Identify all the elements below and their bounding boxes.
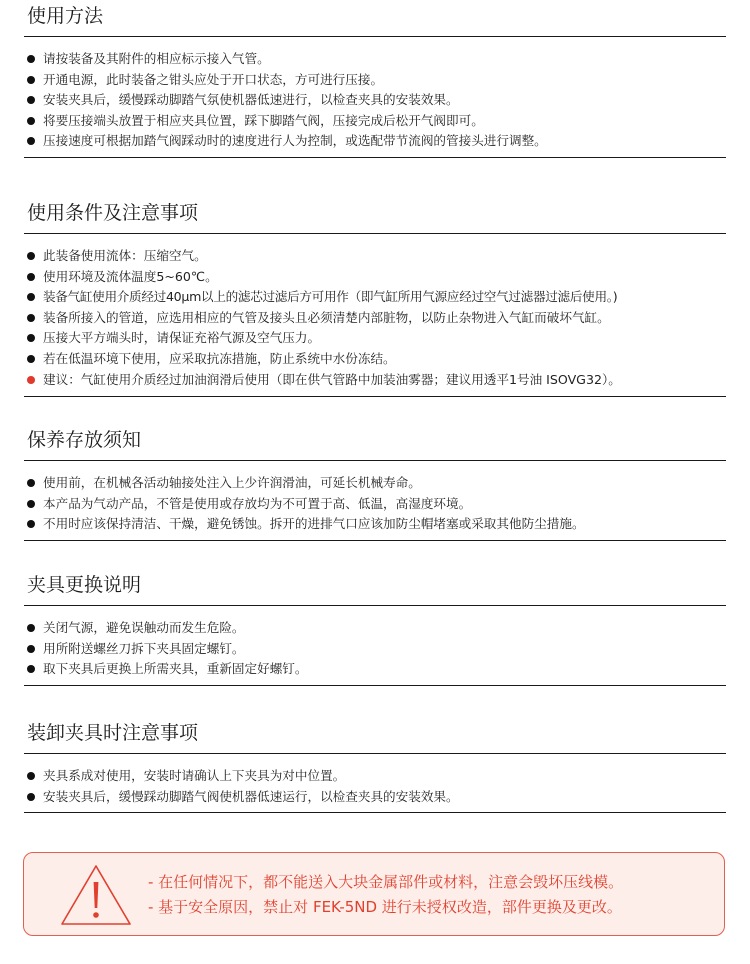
item-text: 安装夹具后，缓慢踩动脚踏气氛使机器低速进行，以检查夹具的安装效果。: [43, 92, 459, 108]
bullet-icon: [27, 273, 35, 281]
bullet-icon: [27, 314, 35, 322]
list-item: [24, 287, 726, 308]
item-list: [24, 246, 726, 390]
section-divider: [24, 540, 726, 541]
item-text: 取下夹具后更换上所需夹具，重新固定好螺钉。: [43, 661, 308, 677]
item-list: [24, 766, 726, 807]
item-list: [24, 49, 726, 152]
list-item: [24, 766, 726, 787]
bullet-icon: [27, 376, 35, 384]
bullet-icon: [27, 334, 35, 342]
section-divider: [24, 812, 726, 813]
bullet-icon: [27, 137, 35, 145]
bullet-icon: [27, 117, 35, 125]
bullet-icon: [27, 479, 35, 487]
item-text: 本产品为气动产品，不管是使用或存放均为不可置于高、低温，高湿度环境。: [43, 495, 472, 511]
list-item: [24, 787, 726, 808]
list-item: [24, 308, 726, 329]
bullet-icon: [27, 55, 35, 63]
list-item: [24, 70, 726, 91]
section-divider: [24, 36, 726, 37]
section-divider: [24, 233, 726, 234]
item-text: 不用时应该保持清洁、干燥，避免锈蚀。拆开的进排气口应该加防尘帽堵塞或采取其他防尘措施。: [43, 516, 585, 532]
list-item: [24, 659, 726, 680]
section-divider: [24, 396, 726, 397]
list-item: [24, 131, 726, 152]
item-text: 建议：气缸使用介质经过加油润滑后使用（即在供气管路中加装油雾器；建议用透平1号油 ISOVG32）。: [43, 371, 621, 387]
bullet-icon: [27, 772, 35, 780]
item-list: [24, 473, 726, 535]
section-divider: [24, 753, 726, 754]
bullet-icon: [27, 500, 35, 508]
item-text: 请按装备及其附件的相应标示接入气管。: [43, 51, 270, 66]
bullet-icon: [27, 645, 35, 653]
list-item: [24, 639, 726, 660]
list-item: [24, 111, 726, 132]
section-divider: [24, 605, 726, 606]
item-text: 此装备使用流体：压缩空气。: [43, 248, 207, 263]
section-title: 装卸夹具时注意事项: [27, 722, 199, 744]
item-text: 关闭气源，避免误触动而发生危险。: [43, 620, 245, 635]
section-title: 夹具更换说明: [27, 574, 142, 596]
item-text: 装备气缸使用介质经过40μm以上的滤芯过滤后方可用作（即气缸所用气源应经过空气过滤器过滤后使用。): [43, 289, 618, 305]
section-title: 使用条件及注意事项: [27, 202, 199, 224]
item-list: [24, 618, 726, 680]
item-text: 装备所接入的管道，应选用相应的气管及接头且必须清楚内部脏物，以防止杂物进入气缸而破坏气缸。: [43, 309, 610, 325]
list-item: [24, 328, 726, 349]
section-title: 保养存放须知: [27, 429, 142, 451]
warning-triangle-icon: [60, 863, 132, 927]
item-text: 安装夹具后，缓慢踩动脚踏气阀使机器低速运行，以检查夹具的安装效果。: [43, 788, 459, 804]
list-item: [24, 90, 726, 111]
bullet-icon: [27, 76, 35, 84]
bullet-icon: [27, 520, 35, 528]
warning-box: [23, 852, 725, 936]
item-text: 将要压接端头放置于相应夹具位置，踩下脚踏气阀，压接完成后松开气阀即可。: [43, 112, 484, 128]
warning-text: [148, 870, 623, 920]
list-item: [24, 370, 726, 391]
item-text: 使用前，在机械各活动轴接处注入上少许润滑油，可延长机械寿命。: [43, 475, 421, 490]
list-item: [24, 514, 726, 535]
section-divider: [24, 157, 726, 158]
warning-line: - 在任何情况下，都不能送入大块金属部件或材料，注意会毁坏压线模。: [148, 873, 624, 891]
section-divider: [24, 460, 726, 461]
section-title: 使用方法: [27, 5, 104, 27]
item-text: 压接速度可根据加踏气阀踩动时的速度进行人为控制，或选配带节流阀的管接头进行调整。: [43, 133, 547, 149]
list-item: [24, 618, 726, 639]
item-text: 若在低温环境下使用，应采取抗冻措施，防止系统中水份冻结。: [43, 350, 396, 366]
list-item: [24, 267, 726, 288]
bullet-icon: [27, 793, 35, 801]
item-text: 用所附送螺丝刀拆下夹具固定螺钉。: [43, 640, 245, 656]
section-divider: [24, 685, 726, 686]
list-item: [24, 494, 726, 515]
warning-line: - 基于安全原因，禁止对 FEK-5ND 进行未授权改造，部件更换及更改。: [148, 898, 622, 916]
list-item: [24, 49, 726, 70]
item-text: 压接大平方端头时，请保证充裕气源及空气压力。: [43, 330, 321, 346]
bullet-icon: [27, 624, 35, 632]
item-text: 开通电源，此时装备之钳头应处于开口状态，方可进行压接。: [43, 71, 384, 87]
bullet-icon: [27, 355, 35, 363]
list-item: [24, 246, 726, 267]
bullet-icon: [27, 293, 35, 301]
bullet-icon: [27, 252, 35, 260]
bullet-icon: [27, 96, 35, 104]
list-item: [24, 349, 726, 370]
list-item: [24, 473, 726, 494]
item-text: 夹具系成对使用，安装时请确认上下夹具为对中位置。: [43, 768, 346, 783]
bullet-icon: [27, 665, 35, 673]
item-text: 使用环境及流体温度5~60℃。: [43, 268, 218, 284]
